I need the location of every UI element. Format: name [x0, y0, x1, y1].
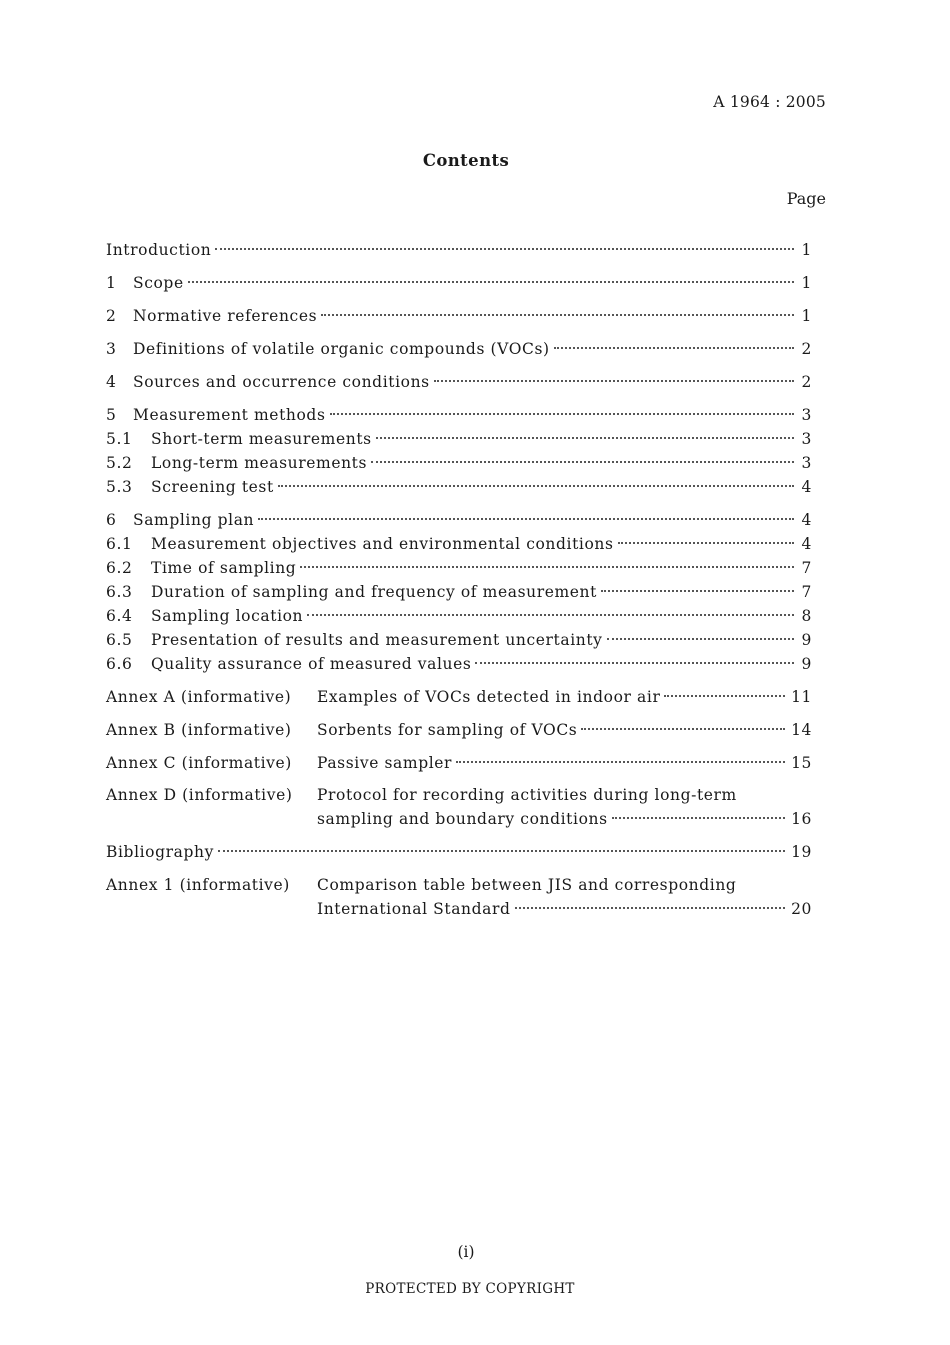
toc-entry-page: 2 [801, 340, 812, 358]
toc-entry-title: Introduction [106, 241, 212, 259]
toc-entry-title: Time of sampling [151, 559, 297, 577]
toc-entry-title: Presentation of results and measurement uncertainty [151, 631, 603, 649]
leader-dots [554, 347, 794, 349]
toc-entry-bibliography[interactable] [106, 840, 812, 864]
toc-entry-page: 3 [801, 430, 812, 448]
toc-entry-title: Measurement objectives and environmental conditions [151, 535, 614, 553]
toc-entry-annex-label: Annex C (informative) [106, 754, 292, 772]
toc-entry-number: 6.6 [106, 655, 133, 673]
toc-entry-annex-label: Annex A (informative) [106, 688, 292, 706]
toc-entry-annex-d-continued[interactable] [106, 807, 812, 831]
toc-entry-title: Sources and occurrence conditions [133, 373, 430, 391]
leader-dots [300, 566, 794, 568]
leader-dots [321, 314, 794, 316]
toc-entry-title: Short-term measurements [151, 430, 372, 448]
toc-entry-screening-test[interactable] [106, 475, 812, 499]
toc-entry-definitions[interactable] [106, 337, 812, 361]
toc-entry-annex-1-continued[interactable] [106, 897, 812, 921]
leader-dots [618, 542, 794, 544]
toc-entry-title-line-1: Protocol for recording activities during long-term [317, 786, 737, 804]
leader-dots [307, 614, 794, 616]
toc-entry-normative-references[interactable] [106, 304, 812, 328]
toc-entry-time-of-sampling[interactable] [106, 556, 812, 580]
toc-entry-number: 5.3 [106, 478, 133, 496]
toc-entry-page: 14 [791, 721, 812, 739]
toc-entry-page: 8 [801, 607, 812, 625]
toc-entry-duration[interactable] [106, 580, 812, 604]
toc-entry-title: Sampling location [151, 607, 304, 625]
toc-entry-presentation[interactable] [106, 628, 812, 652]
toc-entry-number: 1 [106, 274, 117, 292]
toc-entry-annex-label: Annex 1 (informative) [106, 876, 290, 894]
toc-entry-title: Sampling plan [133, 511, 255, 529]
leader-dots [278, 485, 794, 487]
toc-entry-page: 4 [801, 511, 812, 529]
toc-entry-page: 1 [801, 307, 812, 325]
leader-dots [434, 380, 794, 382]
toc-entry-title: Quality assurance of measured values [151, 655, 472, 673]
toc-entry-title: Examples of VOCs detected in indoor air [317, 688, 661, 706]
leader-dots [475, 662, 794, 664]
leader-dots [612, 817, 785, 819]
toc-entry-number: 6.5 [106, 631, 133, 649]
toc-entry-long-term[interactable] [106, 451, 812, 475]
toc-entry-number: 6.1 [106, 535, 133, 553]
leader-dots [371, 461, 794, 463]
leader-dots [664, 695, 785, 697]
toc-entry-title-line-2: sampling and boundary conditions [317, 810, 608, 828]
toc-entry-annex-label: Annex B (informative) [106, 721, 292, 739]
toc-entry-page: 11 [791, 688, 812, 706]
leader-dots [456, 761, 785, 763]
toc-entry-introduction[interactable] [106, 238, 812, 262]
toc-entry-annex-a[interactable] [106, 685, 812, 709]
toc-entry-sampling-plan[interactable] [106, 508, 812, 532]
leader-dots [330, 413, 794, 415]
toc-entry-number: 6.3 [106, 583, 133, 601]
page-column-label: Page [786, 189, 826, 208]
toc-entry-number: 2 [106, 307, 117, 325]
toc-entry-title: Screening test [151, 478, 274, 496]
toc-entry-title: Normative references [133, 307, 318, 325]
toc-entry-page: 2 [801, 373, 812, 391]
copyright-notice: PROTECTED BY COPYRIGHT [365, 1281, 575, 1297]
toc-entry-number: 6.4 [106, 607, 133, 625]
toc-entry-annex-label: Annex D (informative) [106, 786, 293, 804]
leader-dots [218, 850, 785, 852]
toc-entry-measurement-objectives[interactable] [106, 532, 812, 556]
leader-dots [581, 728, 785, 730]
toc-entry-annex-d[interactable] [106, 783, 812, 807]
toc-entry-page: 4 [801, 535, 812, 553]
toc-entry-page: 15 [791, 754, 812, 772]
toc-entry-title: Long-term measurements [151, 454, 368, 472]
toc-entry-title: Scope [133, 274, 184, 292]
toc-entry-number: 5.1 [106, 430, 133, 448]
toc-entry-title: Sorbents for sampling of VOCs [317, 721, 578, 739]
toc-entry-title: Definitions of volatile organic compounds (VOCs) [133, 340, 550, 358]
toc-entry-page: 19 [791, 843, 812, 861]
toc-entry-number: 6 [106, 511, 117, 529]
toc-entry-page: 9 [801, 655, 812, 673]
toc-entry-page: 16 [791, 810, 812, 828]
leader-dots [188, 281, 794, 283]
toc-entry-page: 4 [801, 478, 812, 496]
leader-dots [601, 590, 794, 592]
toc-entry-measurement-methods[interactable] [106, 403, 812, 427]
toc-entry-title: Bibliography [106, 843, 214, 861]
toc-entry-quality-assurance[interactable] [106, 652, 812, 676]
toc-entry-page: 9 [801, 631, 812, 649]
toc-entry-page: 7 [801, 559, 812, 577]
toc-entry-annex-c[interactable] [106, 751, 812, 775]
toc-entry-page: 7 [801, 583, 812, 601]
standard-number: A 1964 : 2005 [713, 93, 826, 111]
toc-entry-number: 5 [106, 406, 117, 424]
toc-entry-number: 4 [106, 373, 117, 391]
toc-entry-number: 3 [106, 340, 117, 358]
leader-dots [215, 248, 794, 250]
page-title: Contents [422, 151, 510, 170]
toc-entry-annex-b[interactable] [106, 718, 812, 742]
leader-dots [515, 907, 786, 909]
toc-entry-short-term[interactable] [106, 427, 812, 451]
toc-entry-number: 6.2 [106, 559, 133, 577]
toc-entry-page: 3 [801, 454, 812, 472]
toc-entry-scope[interactable] [106, 271, 812, 295]
footer-page-number: (i) [457, 1243, 475, 1261]
toc-entry-title: Passive sampler [317, 754, 453, 772]
toc-entry-page: 20 [791, 900, 812, 918]
leader-dots [607, 638, 794, 640]
toc-entry-annex-1[interactable] [106, 873, 812, 897]
toc-entry-number: 5.2 [106, 454, 133, 472]
toc-entry-page: 1 [801, 241, 812, 259]
toc-entry-title: Measurement methods [133, 406, 326, 424]
leader-dots [258, 518, 794, 520]
toc-entry-page: 1 [801, 274, 812, 292]
toc-entry-page: 3 [801, 406, 812, 424]
toc-entry-sampling-location[interactable] [106, 604, 812, 628]
toc-entry-title-line-1: Comparison table between JIS and corresponding [317, 876, 737, 894]
leader-dots [376, 437, 794, 439]
toc-entry-title-line-2: International Standard [317, 900, 511, 918]
toc-entry-sources[interactable] [106, 370, 812, 394]
toc-entry-title: Duration of sampling and frequency of measurement [151, 583, 597, 601]
